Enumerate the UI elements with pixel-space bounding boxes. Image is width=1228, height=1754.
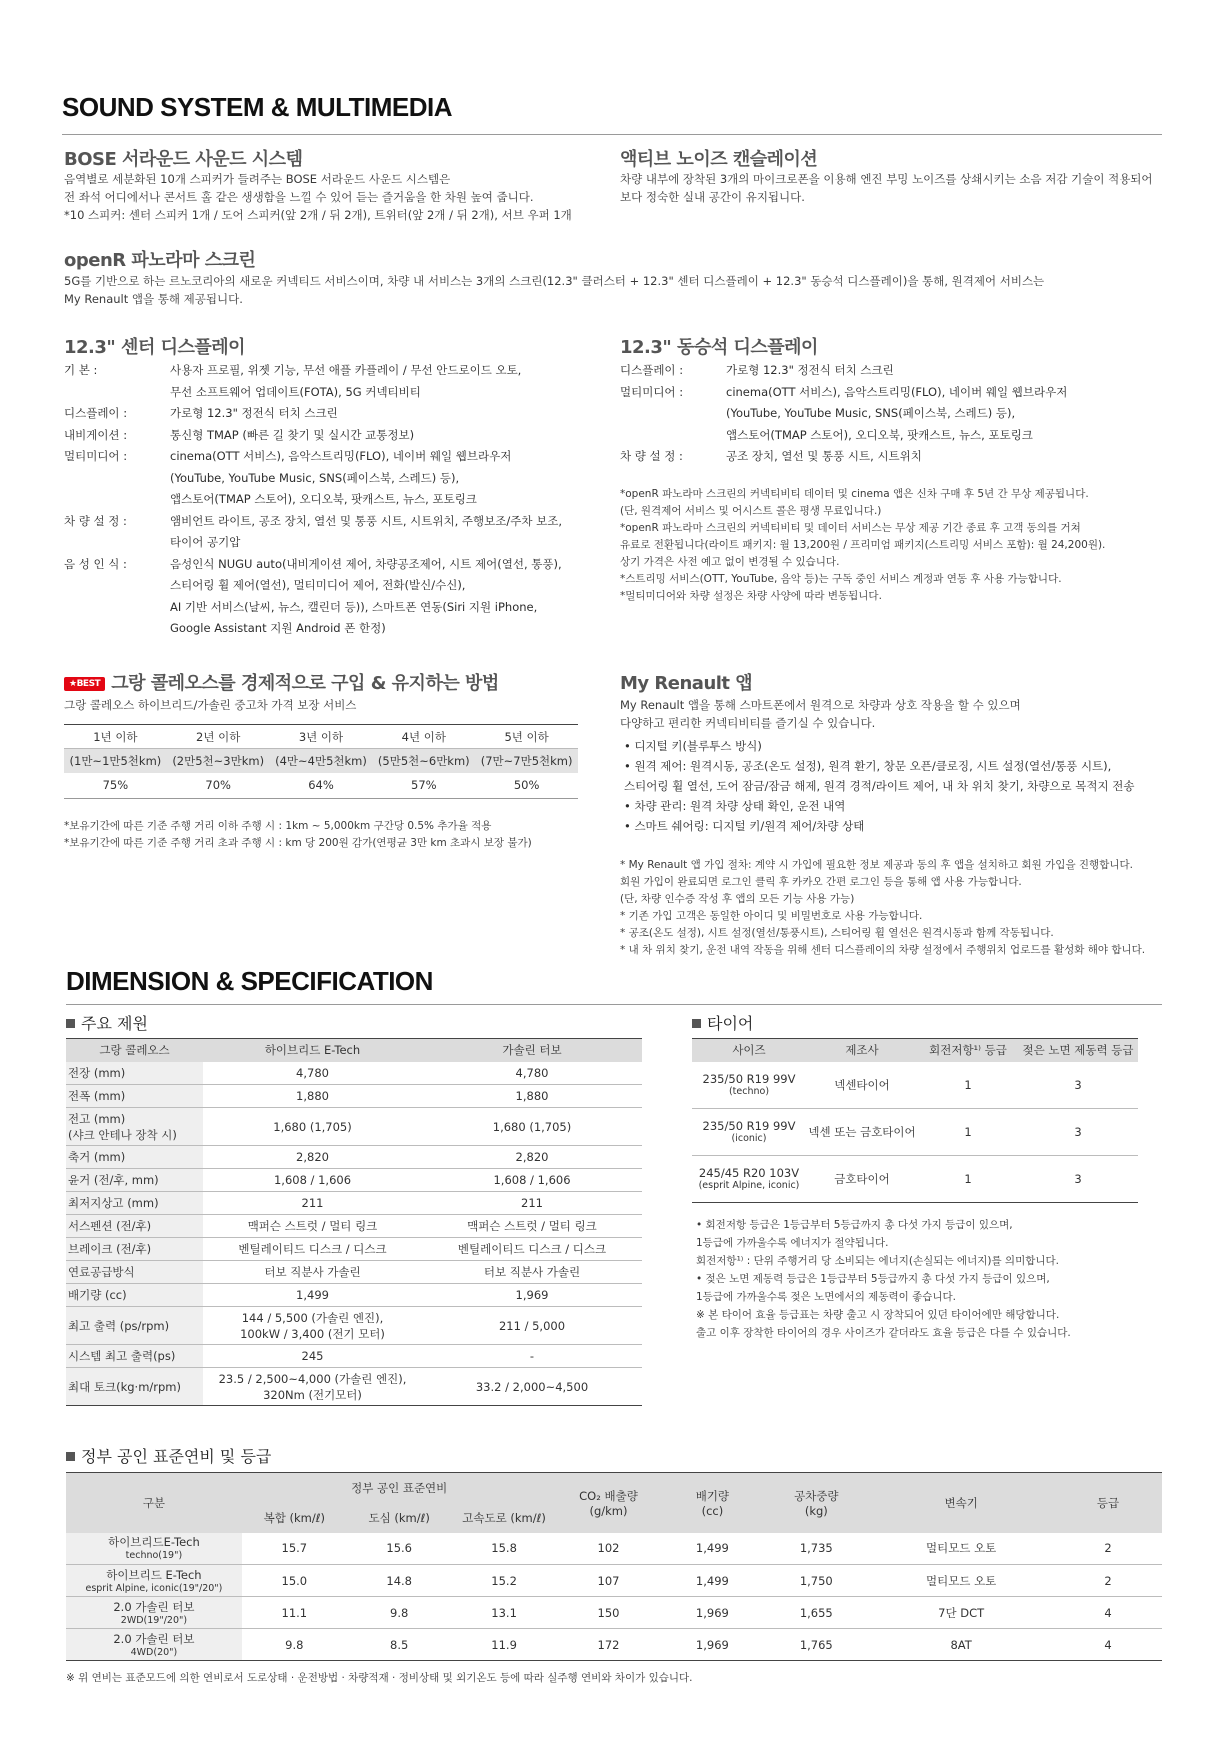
square-bullet-icon	[66, 1452, 75, 1461]
spec-table: 그랑 콜레오스 하이브리드 E-Tech 가솔린 터보 전장 (mm) 4,780 4,780 전폭 (mm) 1,880 1,880 전고 (mm) (샤크 안테나 장착 시) 1,680 (1,705) 1,680 (1,705) 축거 (mm) 2,820 2,820 윤거 (전/후, mm) 1,608 / 1,606 1,608 / 1,606 최저지상고 (mm) 211 211 서스펜션 (전/후) 맥퍼슨 스트럿 / 멀티 링크 맥퍼슨 스트럿 / 멀티 링크 브레이크 (전/후) 벤틸레이티드 디스크 / 디스크 벤틸레이티드 디스크 / 디스크 연료공급방식 터보 직분사 가솔린 터보 직분사 가솔린 배기량 (cc) 1,499 1,969 최고 출력 (ps/rpm) 144 / 5,500 (가솔린 엔진), 100kW / 3,400 (전기 모터) 211 / 5,000 시스템 최고 출력(ps) 245 - 최대 토크(kg·m/rpm) 23.5 / 2,500~4,000 (가솔린 엔진), 320Nm (전기모터) 33.2 / 2,000~4,500	[66, 1038, 642, 1406]
tire-maker: 금호타이어	[834, 1172, 890, 1186]
section-title-sound: SOUND SYSTEM & MULTIMEDIA	[62, 92, 453, 122]
spec-hybrid-value: 23.5 / 2,500~4,000 (가솔린 엔진), 320Nm (전기모터)	[218, 1371, 407, 1402]
spec-label: 전폭 (mm)	[66, 1085, 203, 1108]
spec-label: 최고 출력 (ps/rpm)	[66, 1307, 203, 1345]
tire-maker: 넥센 또는 금호타이어	[808, 1125, 916, 1139]
fuel-weight: 1,735	[799, 1541, 833, 1556]
spec-gas-value: 4,780	[515, 1065, 549, 1080]
fuel-disp: 1,499	[695, 1541, 729, 1556]
fuel-model: 하이브리드 E-Tech esprit Alpine, iconic(19"/20")	[66, 1565, 242, 1597]
divider	[62, 134, 1162, 135]
table-row	[66, 1108, 642, 1146]
fuel-model: 2.0 가솔린 터보 4WD(20")	[66, 1629, 242, 1661]
fuel-grade: 2	[1104, 1541, 1112, 1556]
bose-title: BOSE 서라운드 사운드 시스템	[64, 149, 303, 170]
tire-wet: 3	[1074, 1077, 1082, 1092]
resale-table: 1년 이하 2년 이하 3년 이하 4년 이하 5년 이하 (1만~1만5천km) (2만5천~3만km) (4만~4만5천km) (5만5천~6만km) (7만~7만5천km) 75% 70% 64% 57% 50%	[64, 724, 578, 799]
fuel-note: ※ 위 연비는 표준모드에 의한 연비로서 도로상태 · 운전방법 · 차량적재 · 정비상태 및 외기온도 등에 따라 실주행 연비와 차이가 있습니다.	[66, 1672, 693, 1684]
fuel-trans: 멀티모드 오토	[925, 1541, 997, 1556]
table-row	[692, 1062, 1138, 1109]
resale-subtitle: 그랑 콜레오스 하이브리드/가솔린 중고차 가격 보장 서비스	[64, 698, 357, 712]
square-bullet-icon	[66, 1019, 75, 1028]
table-row	[66, 1085, 642, 1108]
table-row	[66, 1345, 642, 1368]
spec-label: 연료공급방식	[66, 1261, 203, 1284]
spec-gas-value: 1,680 (1,705)	[492, 1119, 572, 1134]
spec-label: 전장 (mm)	[66, 1062, 203, 1085]
fuel-comb: 15.7	[281, 1541, 308, 1556]
tire-roll: 1	[964, 1077, 972, 1092]
fuel-co2: 107	[597, 1573, 620, 1588]
fuel-disp: 1,499	[695, 1573, 729, 1588]
spec-gas-value: 33.2 / 2,000~4,500	[475, 1379, 589, 1394]
tire-wet: 3	[1074, 1125, 1082, 1139]
spec-hybrid-value: 1,499	[296, 1288, 329, 1302]
spec-hybrid-value: 245	[301, 1349, 324, 1363]
table-row	[66, 1629, 1162, 1661]
fuel-weight: 1,765	[799, 1637, 833, 1652]
table-row	[66, 1169, 642, 1192]
section-title-dimension: DIMENSION & SPECIFICATION	[66, 966, 433, 996]
spec-label: 서스펜션 (전/후)	[66, 1215, 203, 1238]
center-display-specs: 기 본 : 사용자 프로필, 위젯 기능, 무선 애플 카플레이 / 무선 안드로이드 오토, 무선 소프트웨어 업데이트(FOTA), 5G 커넥티비티 디스플레이 : 가로형 12.3" 정전식 터치 스크린 내비게이션 : 통신형 TMAP (빠른 길 찾기 및 실시간 교통정보) 멀티미디어 : cinema(OTT 서비스), 음악스트리밍(FLO), 네이버 웨일 웹브라우저 (YouTube, YouTube Music, SNS(페이스북, 스레드) 등), 앱스토어(TMAP 스토어), 오디오북, 팟캐스트, 뉴스, 포토링크 차 량 설 정 : 앰비언트 라이트, 공조 장치, 열선 및 통풍 시트, 시트위치, 주행보조/주차 보조, 타이어 공기압 음 성 인 식 : 음성인식 NUGU auto(내비게이션 제어, 차량공조제어, 시트 제어(열선, 통풍), 스티어링 휠 제어(열선), 멀티미디어 제어, 전화(발신/수신), AI 기반 서비스(날씨, 뉴스, 캘린더 등)), 스마트폰 연동(Siri 지원 iPhone, Google Assistant 지원 Android 폰 한정)	[64, 363, 562, 635]
spec-hybrid-value: 벤틸레이티드 디스크 / 디스크	[238, 1242, 387, 1256]
tire-notes: • 회전저항 등급은 1등급부터 5등급까지 총 다섯 가지 등급이 있으며, 1등급에 가까울수록 에너지가 절약됩니다. 회전저항¹⁾ : 단위 주행거리 당 소비되는 에너지(손실되는 에너지)를 의미합니다. • 젖은 노면 제동력 등급은 1등급부터 5등급까지 총 다섯 가지 등급이 있으며, 1등급에 가까울수록 젖은 노면에서의 제동력이 좋습니다. ※ 본 타이어 효율 등급표는 차량 출고 시 장착되어 있던 타이어에만 해당합니다. 출고 이후 장착한 타이어의 경우 사이즈가 같더라도 효율 등급은 다를 수 있습니다.	[696, 1219, 1071, 1339]
spec-gas-value: 1,969	[515, 1288, 549, 1302]
fuel-weight: 1,655	[799, 1605, 833, 1620]
table-row	[66, 1261, 642, 1284]
fuel-weight: 1,750	[799, 1573, 833, 1588]
spec-label: 최대 토크(kg·m/rpm)	[66, 1368, 203, 1406]
spec-gas-value: 211 / 5,000	[498, 1318, 566, 1333]
spec-hybrid-value: 1,680 (1,705)	[273, 1119, 352, 1134]
spec-gas-value: 2,820	[515, 1150, 549, 1164]
fuel-model: 2.0 가솔린 터보 2WD(19"/20")	[66, 1597, 242, 1629]
divider	[66, 1004, 1162, 1005]
table-row	[66, 1533, 1162, 1565]
square-bullet-icon	[692, 1019, 701, 1028]
fuel-comb: 9.8	[285, 1637, 304, 1652]
anc-text: 차량 내부에 장착된 3개의 마이크로폰을 이용해 엔진 부밍 노이즈를 상쇄시키는 소음 저감 기술이 적용되어 보다 정숙한 실내 공간이 유지됩니다.	[620, 172, 1153, 204]
tire-size: 235/50 R19 99V (techno)	[702, 1071, 796, 1097]
fuel-city: 14.8	[386, 1573, 412, 1588]
fuel-disp: 1,969	[695, 1605, 729, 1620]
fuel-hwy: 15.8	[491, 1541, 517, 1556]
spec-gas-value: 1,880	[515, 1089, 549, 1103]
spec-gas-value: 맥퍼슨 스트럿 / 멀티 링크	[467, 1219, 597, 1233]
openr-text: 5G를 기반으로 하는 르노코리아의 새로운 커넥티드 서비스이며, 차량 내 서비스는 3개의 스크린(12.3" 클러스터 + 12.3" 센터 디스플레이 + 12.3" 동승석 디스플레이)을 통해, 원격제어 서비스는 My Renault 앱을 통해 제공됩니다.	[64, 274, 1045, 306]
resale-notes: *보유기간에 따른 기준 주행 거리 이하 주행 시 : 1km ~ 5,000km 구간당 0.5% 추가율 적용 *보유기간에 따른 기준 주행 거리 초과 주행 시 : km 당 200원 감가(연평균 3만 km 초과시 보장 불가)	[64, 820, 532, 849]
spec-label: 최저지상고 (mm)	[66, 1192, 203, 1215]
fuel-city: 15.6	[386, 1541, 412, 1556]
fuel-grade: 4	[1104, 1637, 1112, 1652]
spec-gas-value: 211	[521, 1196, 543, 1210]
fuel-trans: 8AT	[950, 1637, 972, 1652]
spec-hybrid-value: 터보 직분사 가솔린	[264, 1265, 361, 1279]
table-row	[692, 1109, 1138, 1156]
myrenault-title: My Renault 앱	[620, 673, 753, 694]
fuel-comb: 15.0	[281, 1573, 308, 1588]
table-row	[66, 1062, 642, 1085]
table-row	[66, 1146, 642, 1169]
table-row	[66, 1565, 1162, 1597]
spec-label: 시스템 최고 출력(ps)	[66, 1345, 203, 1368]
fuel-hwy: 11.9	[491, 1637, 517, 1652]
center-display-title: 12.3" 센터 디스플레이	[64, 337, 246, 358]
openr-notes: *openR 파노라마 스크린의 커넥티비티 데이터 및 cinema 앱은 신차 구매 후 5년 간 무상 제공됩니다. (단, 원격제어 서비스 및 어시스트 콜은 평생 무료입니다.) *openR 파노라마 스크린의 커넥티비티 및 데이터 서비스는 무상 제공 기간 종료 후 고객 동의를 거쳐 유료로 전환됩니다(라이트 패키지: 월 13,200원 / 프리미엄 패키지(스트리밍 서비스 포함): 월 24,200원). 상기 가격은 사전 예고 없이 변경될 수 있습니다. *스트리밍 서비스(OTT, YouTube, 음악 등)는 구독 중인 서비스 계정과 연동 후 사용 가능합니다. *멀티미디어와 차량 설정은 차량 사양에 따라 변동됩니다.	[620, 488, 1106, 602]
fuel-co2: 150	[597, 1605, 620, 1620]
spec-hybrid-value: 1,608 / 1,606	[273, 1173, 352, 1187]
fuel-co2: 172	[597, 1637, 620, 1652]
fuel-table: 구분 정부 공인 표준연비 CO₂ 배출량 (g/km) 배기량 (cc) 공차중량 (kg) 변속기 등급 복합 (km/ℓ) 도심 (km/ℓ) 고속도로 (km/ℓ) 하이브리드E-Tech techno(19") 15.7 15.6 15.8 102 1,499 1,735 멀티모드 오토 2 하이브리드 E-Tech esprit Alpine, iconic(19"/20") 15.0 14.8 15.2 107 1,499 1,750 멀티모드 오토 2 2.0 가솔린 터보 2WD(19"/20") 11.1 9.8 13.1 150 1,969 1,655 7단 DCT 4 2.0 가솔린 터보 4WD(20") 9.8 8.5 11.9 172 1,969 1,765 8AT 4	[66, 1472, 1162, 1661]
table-row	[692, 1156, 1138, 1203]
spec-label: 윤거 (전/후, mm)	[66, 1169, 203, 1192]
fuel-trans: 멀티모드 오토	[925, 1573, 997, 1588]
spec-hybrid-value: 1,880	[296, 1089, 329, 1103]
fuel-city: 9.8	[390, 1605, 409, 1620]
table-row	[66, 1368, 642, 1406]
openr-title: openR 파노라마 스크린	[64, 250, 256, 271]
fuel-grade: 4	[1104, 1605, 1112, 1620]
fuel-model: 하이브리드E-Tech techno(19")	[66, 1533, 242, 1565]
fuel-city: 8.5	[390, 1637, 409, 1652]
myrenault-features: • 디지털 키(블루투스 방식) • 원격 제어: 원격시동, 공조(온도 설정), 원격 환기, 창문 오픈/클로징, 시트 설정(열선/통풍 시트), 스티어링 휠 열선, 도어 잠금/잠금 해제, 원격 경적/라이트 제어, 내 차 위치 찾기, 차량으로 목적지 전송 • 차량 관리: 원격 차량 상태 확인, 운전 내역 • 스마트 쉐어링: 디지털 키/원격 제어/차량 상태	[624, 739, 1135, 833]
bose-text: 음역별로 세분화된 10개 스피커가 들려주는 BOSE 서라운드 사운드 시스템은 전 좌석 어디에서나 콘서트 홀 같은 생생함을 느낄 수 있어 듣는 즐거움을 한 차원 높여 줍니다. *10 스피커: 센터 스피커 1개 / 도어 스피커(앞 2개 / 뒤 2개), 트위터(앞 2개 / 뒤 2개), 서브 우퍼 1개	[64, 172, 572, 222]
myrenault-notes: * My Renault 앱 가입 절차: 계약 시 가입에 필요한 정보 제공과 동의 후 앱을 설치하고 회원 가입을 진행합니다. 회원 가입이 완료되면 로그인 클릭 후 카카오 간편 로그인 등을 통해 앱 사용 가능합니다. (단, 차량 인수증 작성 후 앱의 모든 기능 사용 가능) * 기존 가입 고객은 동일한 아이디 및 비밀번호로 사용 가능합니다. * 공조(온도 설정), 시트 설정(열선/통풍시트), 스티어링 휠 열선은 원격시동과 함께 작동됩니다. * 내 차 위치 찾기, 운전 내역 작동을 위해 센터 디스플레이의 차량 설정에서 주행위치 업로드를 활성화 해야 합니다.	[620, 859, 1146, 956]
tire-title: 타이어	[692, 1011, 753, 1034]
tire-roll: 1	[964, 1125, 972, 1139]
table-row	[66, 1307, 642, 1345]
spec-label: 브레이크 (전/후)	[66, 1238, 203, 1261]
passenger-display-specs: 디스플레이 : 가로형 12.3" 정전식 터치 스크린 멀티미디어 : cinema(OTT 서비스), 음악스트리밍(FLO), 네이버 웨일 웹브라우저 (YouTube, YouTube Music, SNS(페이스북, 스레드) 등), 앱스토어(TMAP 스토어), 오디오북, 팟캐스트, 뉴스, 포토링크 차 량 설 정 : 공조 장치, 열선 및 통풍 시트, 시트위치	[620, 363, 1068, 463]
spec-gas-value: 벤틸레이티드 디스크 / 디스크	[457, 1242, 607, 1256]
spec-gas-value: 터보 직분사 가솔린	[483, 1265, 581, 1279]
tire-wet: 3	[1074, 1172, 1082, 1186]
tire-table: 사이즈 제조사 회전저항¹⁾ 등급 젖은 노면 제동력 등급 235/50 R19 99V (techno) 넥센타이어 1 3 235/50 R19 99V (iconic) 넥센 또는 금호타이어 1 3 245/45 R20 103V (esprit Alpine, iconic) 금호타이어 1 3	[692, 1038, 1138, 1203]
fuel-hwy: 13.1	[491, 1605, 517, 1620]
spec-gas-value: -	[529, 1349, 535, 1363]
fuel-hwy: 15.2	[491, 1573, 517, 1588]
spec-hybrid-value: 144 / 5,500 (가솔린 엔진), 100kW / 3,400 (전기 모터)	[240, 1310, 385, 1341]
tire-size: 245/45 R20 103V (esprit Alpine, iconic)	[698, 1166, 800, 1191]
spec-hybrid-value: 211	[301, 1196, 324, 1210]
fuel-co2: 102	[597, 1541, 620, 1556]
passenger-display-title: 12.3" 동승석 디스플레이	[620, 337, 818, 358]
spec-hybrid-value: 맥퍼슨 스트럿 / 멀티 링크	[247, 1219, 378, 1233]
fuel-disp: 1,969	[695, 1637, 729, 1652]
tire-roll: 1	[964, 1172, 972, 1186]
spec-hybrid-value: 2,820	[296, 1150, 329, 1164]
table-row	[66, 1284, 642, 1307]
anc-title: 액티브 노이즈 캔슬레이션	[620, 149, 818, 170]
spec-gas-value: 1,608 / 1,606	[493, 1173, 571, 1187]
fuel-title: 정부 공인 표준연비 및 등급	[66, 1444, 271, 1467]
spec-label: 전고 (mm) (샤크 안테나 장착 시)	[66, 1108, 203, 1146]
table-row	[66, 1215, 642, 1238]
myrenault-text: My Renault 앱을 통해 스마트폰에서 원격으로 차량과 상호 작용을 할 수 있으며 다양하고 편리한 커넥티비티를 즐기실 수 있습니다.	[620, 698, 1021, 730]
spec-label: 배기량 (cc)	[66, 1284, 203, 1307]
table-row	[66, 1192, 642, 1215]
fuel-grade: 2	[1104, 1573, 1112, 1588]
spec-title: 주요 제원	[66, 1011, 148, 1034]
tire-size: 235/50 R19 99V (iconic)	[702, 1119, 796, 1144]
best-badge: ★BEST	[64, 677, 105, 691]
table-row	[66, 1238, 642, 1261]
fuel-comb: 11.1	[281, 1605, 308, 1620]
spec-label: 축거 (mm)	[66, 1146, 203, 1169]
table-row	[66, 1597, 1162, 1629]
resale-title: ★BEST 그랑 콜레오스를 경제적으로 구입 & 유지하는 방법	[64, 669, 499, 695]
spec-hybrid-value: 4,780	[296, 1065, 329, 1080]
fuel-trans: 7단 DCT	[938, 1605, 985, 1620]
tire-maker: 넥센타이어	[834, 1077, 890, 1092]
